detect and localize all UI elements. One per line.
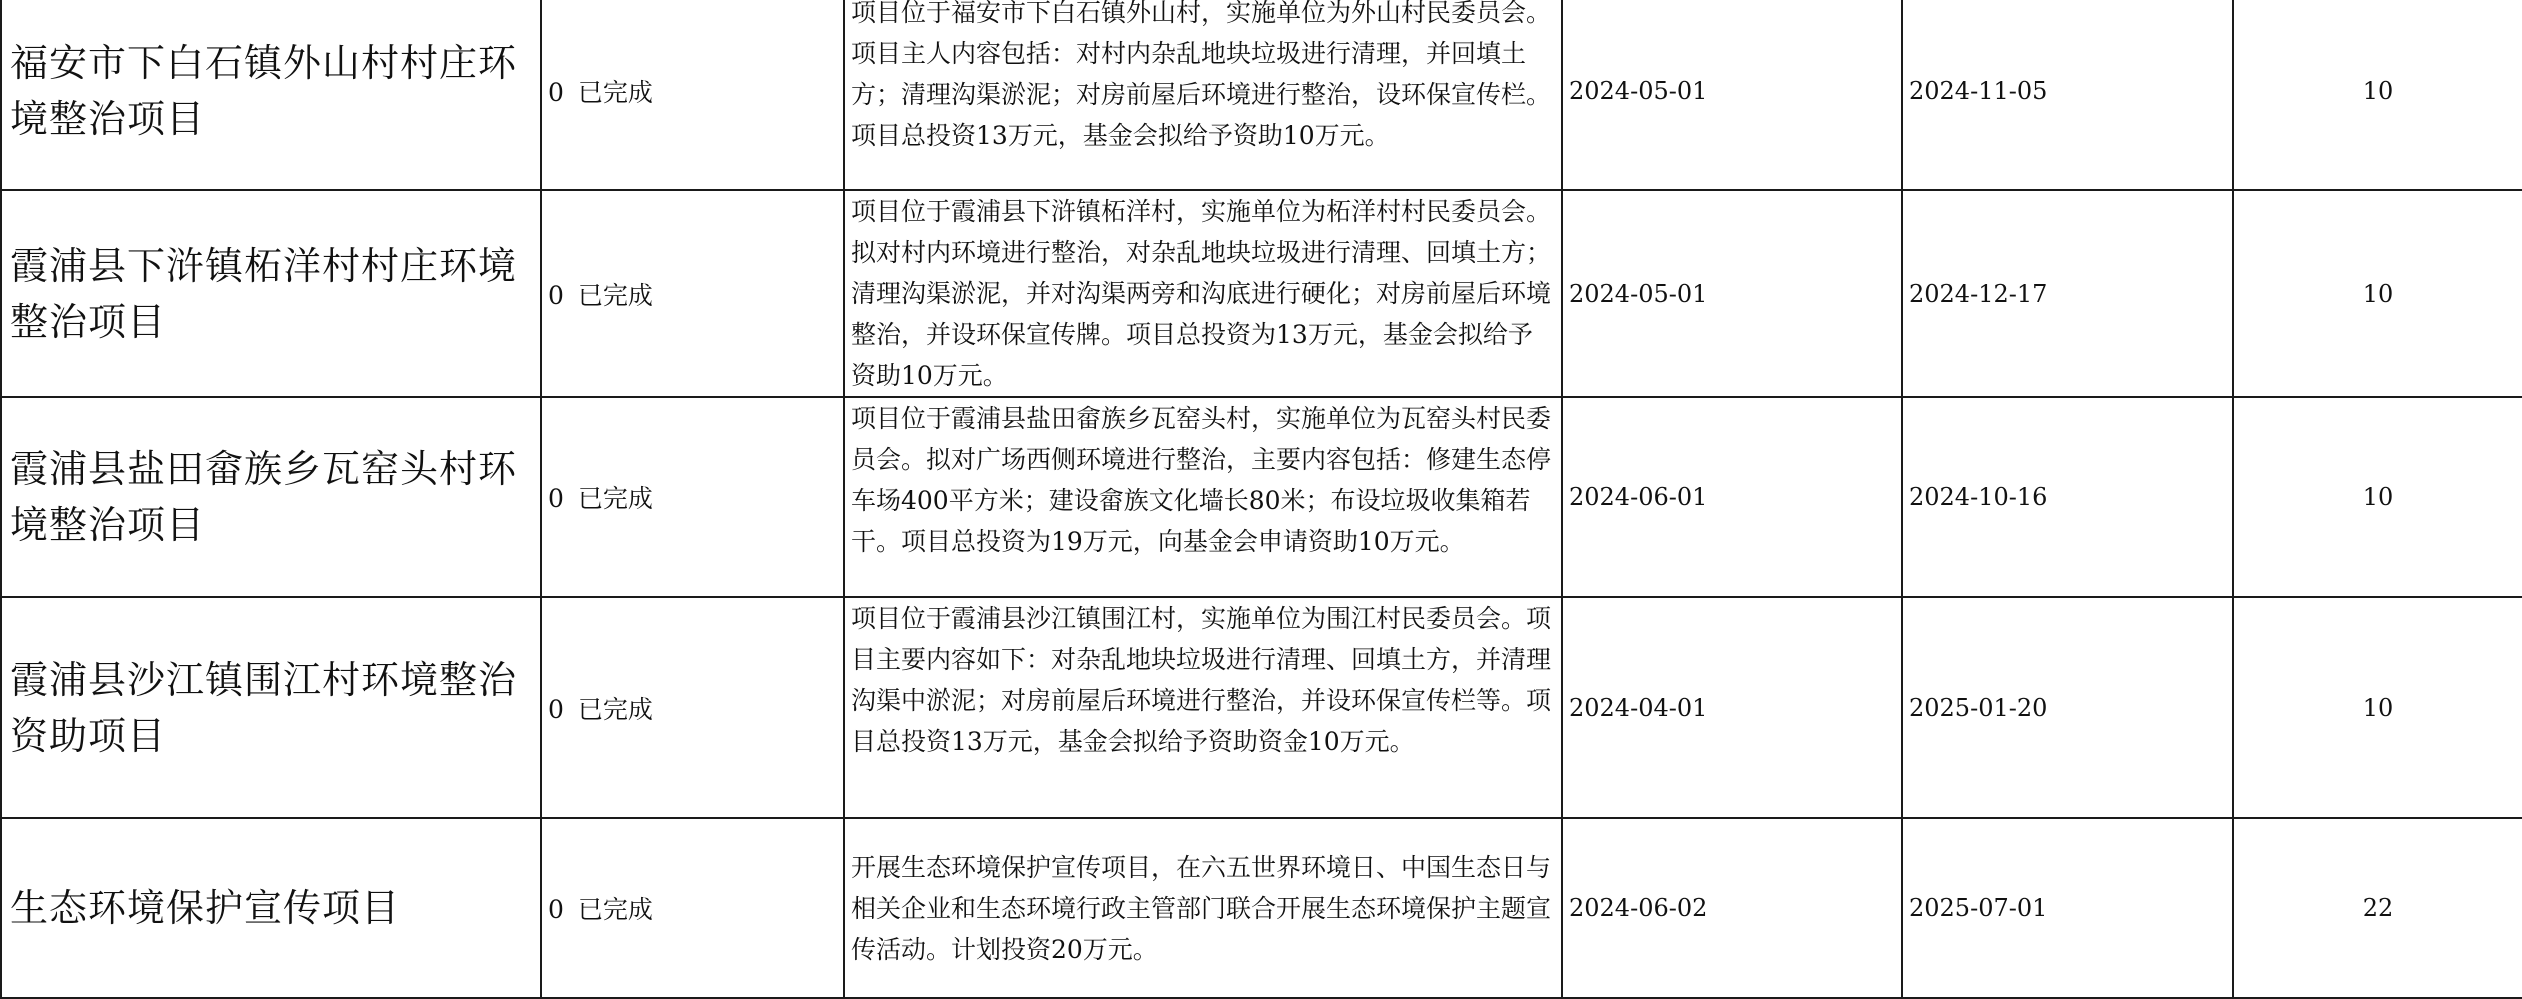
start-date-cell: 2024-06-02 — [1562, 818, 1902, 998]
end-date-cell: 2024-11-05 — [1902, 0, 2233, 190]
amount-cell: 22 — [2233, 818, 2522, 998]
status-text: 已完成 — [577, 895, 653, 924]
description-cell: 开展生态环境保护宣传项目，在六五世界环境日、中国生态日与相关企业和生态环境行政主管部门联合开展生态环境保护主题宣传活动。计划投资20万元。 — [844, 818, 1562, 998]
project-name-cell: 生态环境保护宣传项目 — [1, 818, 541, 998]
amount-cell: 10 — [2233, 597, 2522, 818]
status-text: 已完成 — [577, 280, 653, 310]
status-cell — [541, 0, 844, 190]
end-date-cell: 2025-01-20 — [1902, 597, 2233, 818]
end-date-cell: 2025-07-01 — [1902, 818, 2233, 998]
description-cell: 项目位于霞浦县盐田畲族乡瓦窑头村，实施单位为瓦窑头村民委员会。拟对广场西侧环境进行整治，主要内容包括：修建生态停车场400平方米；建设畲族文化墙长80米；布设垃圾收集箱若干。项目总投资为19万元，向基金会申请资助10万元。 — [844, 397, 1562, 597]
status-cell — [541, 818, 844, 998]
end-date-cell: 2024-10-16 — [1902, 397, 2233, 597]
table-row — [1, 818, 2522, 998]
start-date-cell: 2024-06-01 — [1562, 397, 1902, 597]
status-number: 0 — [548, 694, 564, 724]
start-date-cell: 2024-05-01 — [1562, 0, 1902, 190]
status-text: 已完成 — [577, 484, 653, 513]
table-row — [1, 190, 2522, 397]
status-number: 0 — [548, 484, 564, 513]
table-row — [1, 597, 2522, 818]
amount-cell: 10 — [2233, 190, 2522, 397]
project-name-cell: 霞浦县下浒镇柘洋村村庄环境整治项目 — [1, 190, 541, 397]
status-number: 0 — [548, 280, 564, 310]
status-text: 已完成 — [577, 77, 653, 107]
end-date-cell: 2024-12-17 — [1902, 190, 2233, 397]
status-number: 0 — [548, 77, 564, 107]
status-cell — [541, 190, 844, 397]
amount-cell: 10 — [2233, 0, 2522, 190]
description-cell: 项目位于霞浦县沙江镇围江村，实施单位为围江村民委员会。项目主要内容如下：对杂乱地块垃圾进行清理、回填土方，并清理沟渠中淤泥；对房前屋后环境进行整治，并设环保宣传栏等。项目总投资13万元，基金会拟给予资助资金10万元。 — [844, 597, 1562, 818]
status-cell — [541, 597, 844, 818]
status-text: 已完成 — [577, 694, 653, 724]
start-date-cell: 2024-04-01 — [1562, 597, 1902, 818]
start-date-cell: 2024-05-01 — [1562, 190, 1902, 397]
description-cell: 项目位于福安市下白石镇外山村，实施单位为外山村民委员会。项目主人内容包括：对村内杂乱地块垃圾进行清理，并回填土方；清理沟渠淤泥；对房前屋后环境进行整治，设环保宣传栏。项目总投资13万元，基金会拟给予资助10万元。 — [844, 0, 1562, 190]
table-row — [1, 0, 2522, 190]
description-cell: 项目位于霞浦县下浒镇柘洋村，实施单位为柘洋村村民委员会。拟对村内环境进行整治，对杂乱地块垃圾进行清理、回填土方；清理沟渠淤泥，并对沟渠两旁和沟底进行硬化；对房前屋后环境整治，并设环保宣传牌。项目总投资为13万元，基金会拟给予资助10万元。 — [844, 190, 1562, 397]
project-name-cell: 福安市下白石镇外山村村庄环境整治项目 — [1, 0, 541, 190]
amount-cell: 10 — [2233, 397, 2522, 597]
status-number: 0 — [548, 895, 564, 924]
table-row — [1, 397, 2522, 597]
project-name-cell: 霞浦县盐田畲族乡瓦窑头村环境整治项目 — [1, 397, 541, 597]
project-name-cell: 霞浦县沙江镇围江村环境整治资助项目 — [1, 597, 541, 818]
status-cell — [541, 397, 844, 597]
